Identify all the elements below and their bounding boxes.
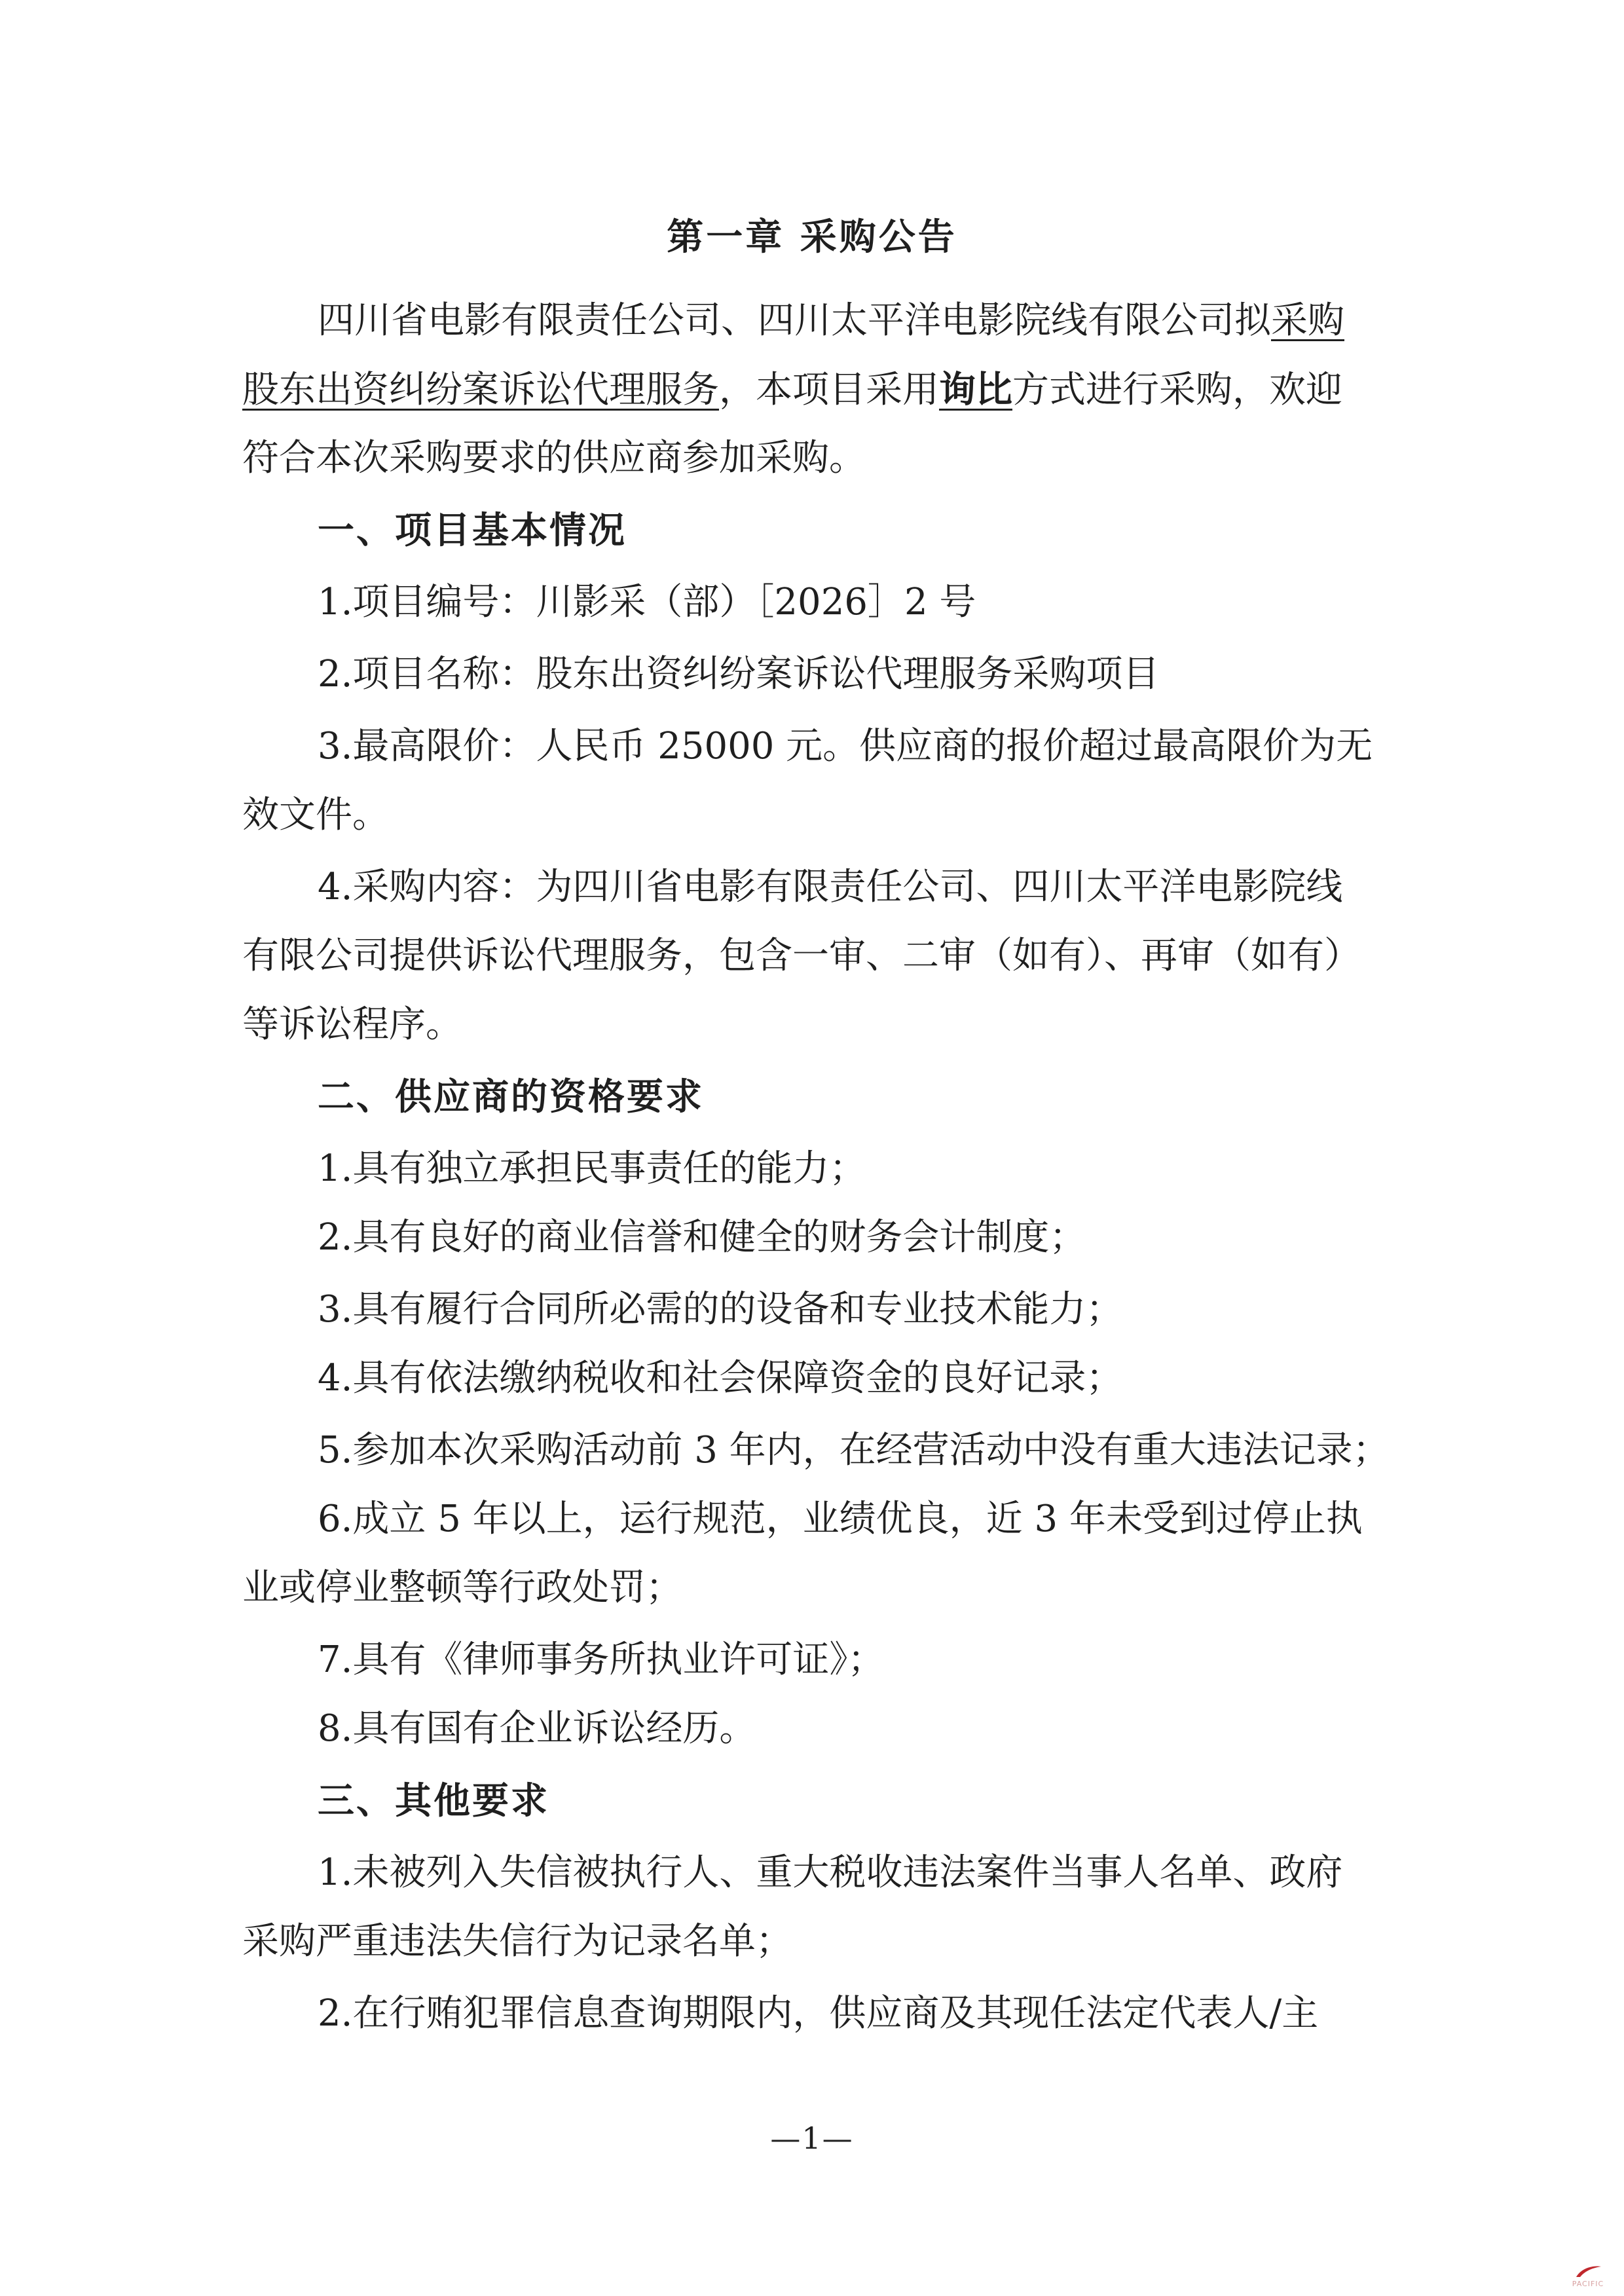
intro-line-2	[242, 367, 1388, 413]
intro-underlined-text: 采购	[1271, 299, 1344, 342]
pacific-logo	[1562, 2263, 1614, 2291]
qualification-item-8: 8.具有国有企业诉讼经历。	[318, 1707, 756, 1750]
procurement-method: 询比	[939, 368, 1012, 411]
qualification-item-6-line-1: 6.成立 5 年以上，运行规范，业绩优良，近 3 年未受到过停止执	[318, 1498, 1363, 1540]
pacific-swoosh-icon	[1562, 2263, 1614, 2281]
qualification-item-7: 7.具有《律师事务所执业许可证》；	[318, 1639, 885, 1681]
chapter-title: 第一章 采购公告	[667, 215, 957, 259]
other-requirement-2-line-1: 2.在行贿犯罪信息查询期限内，供应商及其现任法定代表人/主	[318, 1992, 1319, 2035]
other-requirement-1-line-2: 采购严重违法失信行为记录名单；	[242, 1920, 792, 1963]
project-number: 1.项目编号：川影采（部）［2026］2 号	[318, 581, 976, 623]
page-number: —1—	[770, 2120, 854, 2156]
project-name: 2.项目名称：股东出资纠纷案诉讼代理服务采购项目	[318, 653, 1160, 695]
logo-text: PACIFIC	[1572, 2280, 1604, 2288]
qualification-item-4: 4.具有依法缴纳税收和社会保障资金的良好记录；	[318, 1357, 1123, 1399]
procurement-content-line-3: 等诉讼程序。	[242, 1003, 462, 1046]
procurement-content-line-2: 有限公司提供诉讼代理服务，包含一审、二审（如有）、再审（如有）	[242, 935, 1361, 977]
section-heading-1: 一、项目基本情况	[318, 509, 627, 552]
intro-text: 四川省电影有限责任公司、四川太平洋电影院线有限公司拟	[318, 299, 1271, 342]
intro-line-1	[318, 298, 1464, 344]
other-requirement-1-line-1: 1.未被列入失信被执行人、重大税收违法案件当事人名单、政府	[318, 1851, 1343, 1894]
procurement-content-line-1: 4.采购内容：为四川省电影有限责任公司、四川太平洋电影院线	[318, 866, 1343, 908]
section-heading-2: 二、供应商的资格要求	[318, 1075, 704, 1119]
max-price-line-1: 3.最高限价：人民币 25000 元。供应商的报价超过最高限价为无	[318, 725, 1373, 768]
section-heading-3: 三、其他要求	[318, 1779, 549, 1823]
qualification-item-1: 1.具有独立承担民事责任的能力；	[318, 1147, 866, 1190]
qualification-item-2: 2.具有良好的商业信誉和健全的财务会计制度；	[318, 1216, 1086, 1259]
max-price-line-2: 效文件。	[242, 794, 389, 836]
intro-text: 方式进行采购，欢迎	[1012, 369, 1342, 411]
qualification-item-6-line-2: 业或停业整顿等行政处罚；	[242, 1566, 682, 1609]
intro-text: ，本项目采用	[719, 369, 939, 411]
qualification-item-3: 3.具有履行合同所必需的的设备和专业技术能力；	[318, 1288, 1123, 1331]
project-subject-underlined: 股东出资纠纷案诉讼代理服务	[242, 369, 719, 411]
intro-line-3: 符合本次采购要求的供应商参加采购。	[242, 437, 866, 479]
qualification-item-5: 5.参加本次采购活动前 3 年内，在经营活动中没有重大违法记录；	[318, 1429, 1390, 1472]
